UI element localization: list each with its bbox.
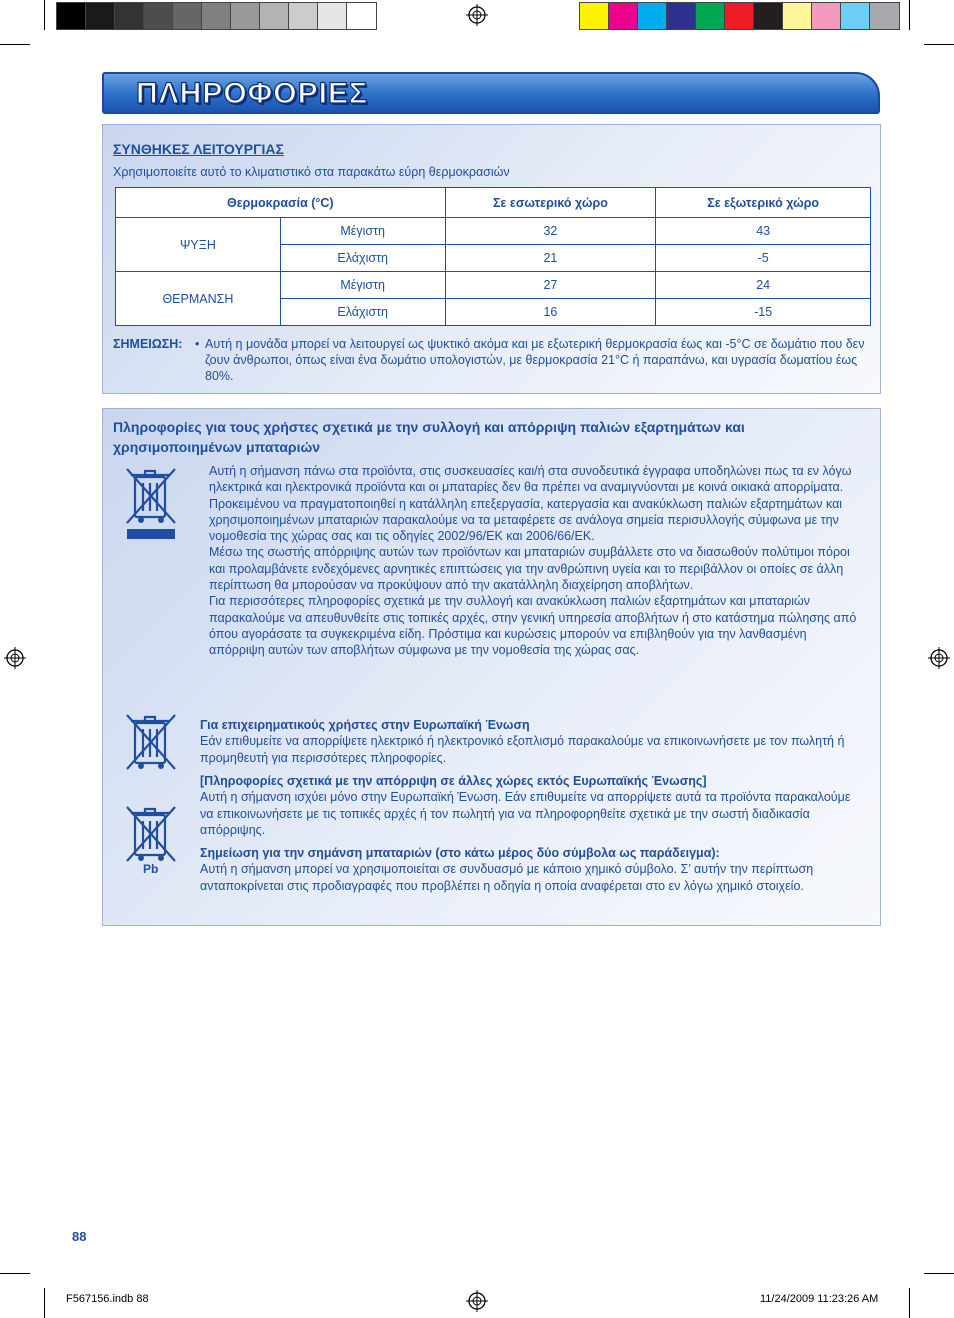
indoor-value: 27	[445, 272, 656, 299]
color-swatch	[260, 3, 289, 29]
crop-mark	[909, 0, 910, 30]
operating-conditions-heading: ΣΥΝΘΗΚΕΣ ΛΕΙΤΟΥΡΓΙΑΣ	[113, 141, 284, 157]
registration-mark-icon	[4, 647, 26, 669]
indoor-value: 16	[445, 299, 656, 326]
color-swatch	[783, 3, 812, 29]
disposal-heading: Πληροφορίες για τους χρήστες σχετικά με την συλλογή και απόρριψη παλιών εξαρτημάτων και χρησιμοποιημένων μπαταριών	[113, 419, 745, 455]
disposal-paragraph: Για περισσότερες πληροφορίες σχετικά με την συλλογή και ανακύκλωση παλιών εξαρτημάτων και μπαταριών παρακαλούμε να απευθυνθείτε στις τοπικές αρχές, στην γενική υπηρεσία αποβλήτων ή στο κατάστημα πώλησης από όπου αγοράσατε τα συγκεκριμένα είδη. Πρόστιμα και κυρώσεις μπορούν να επιβληθούν για την λανθασμένη απόρριψη αυτών των αποβλήτων σύμφωνα με την νομοθεσία της χώρας σας.	[209, 594, 857, 658]
battery-note-text: Αυτή η σήμανση μπορεί να χρησιμοποιείται σε συνδυασμό με κάποιο χημικό σύμβολο. Σ’ αυτήν την περίπτωση ανταποκρίνεται στις προδιαγραφές που προβλέπει η οδηγία η οποία αναφέρεται στο εν λόγω χημικό στοιχείο.	[200, 862, 814, 893]
note-bullet: •	[195, 337, 200, 351]
battery-note-block	[200, 845, 860, 894]
business-users-block	[200, 717, 860, 766]
outdoor-value: 24	[656, 272, 871, 299]
page-title-banner	[102, 72, 880, 114]
row-label: Μέγιστη	[280, 272, 445, 299]
gray-calibration-bar	[56, 2, 377, 30]
indoor-value: 21	[445, 245, 656, 272]
crossed-bin-icon	[123, 463, 179, 539]
color-swatch	[289, 3, 318, 29]
color-swatch	[638, 3, 667, 29]
color-calibration-bar	[579, 2, 900, 30]
color-swatch	[202, 3, 231, 29]
page-title: ΠΛΗΡΟΦΟΡΙΕΣ	[136, 77, 369, 110]
note-text: Αυτή η μονάδα μπορεί να λειτουργεί ως ψυκτικό ακόμα και με εξωτερική θερμοκρασία έως και -5°C σε δωμάτιο που δεν ζουν άνθρωποι, όπως είναι ένα δωμάτιο υπολογιστών, με θερμοκρασία 21°C ή παραπάνω, και υγρασία δωματίου έως 80%.	[205, 337, 865, 383]
color-swatch	[725, 3, 754, 29]
color-swatch	[318, 3, 347, 29]
color-swatch	[667, 3, 696, 29]
non-eu-block	[200, 773, 860, 838]
color-swatch	[754, 3, 783, 29]
outdoor-value: -15	[656, 299, 871, 326]
business-users-text: Εάν επιθυμείτε να απορρίψετε ηλεκτρικό ή ηλεκτρονικό εξοπλισμό παρακαλούμε να επικοινωνήσετε με τον πωλητή ή προμηθευτή για περισσότερες πληροφορίες.	[200, 734, 845, 765]
outdoor-value: -5	[656, 245, 871, 272]
disposal-info-panel	[102, 408, 881, 926]
color-swatch	[870, 3, 899, 29]
operating-conditions-panel	[102, 124, 881, 394]
indoor-value: 32	[445, 218, 656, 245]
table-header: Θερμοκρασία (°C)	[116, 188, 446, 218]
color-swatch	[609, 3, 638, 29]
footer-timestamp: 11/24/2009 11:23:26 AM	[760, 1293, 879, 1305]
color-swatch	[812, 3, 841, 29]
chemical-symbol-label: Pb	[143, 862, 159, 876]
crossed-bin-icon	[123, 709, 179, 771]
footer-filename: F567156.indb 88	[66, 1293, 149, 1305]
crop-mark	[909, 1288, 910, 1318]
row-label: Ελάχιστη	[280, 299, 445, 326]
outdoor-value: 43	[656, 218, 871, 245]
non-eu-text: Αυτή η σήμανση ισχύει μόνο στην Ευρωπαϊκή Ένωση. Εάν επιθυμείτε να απορρίψετε αυτά τα προϊόντα παρακαλούμε να επικοινωνήσετε με τις τοπικές αρχές ή τον πωλητή για να πληροφορηθείτε σχετικά με την σωστή διαδικασία απόρριψης.	[200, 790, 851, 837]
color-swatch	[173, 3, 202, 29]
row-label: Ελάχιστη	[280, 245, 445, 272]
disposal-body	[209, 463, 859, 659]
color-swatch	[580, 3, 609, 29]
crop-mark	[924, 44, 954, 45]
temperature-range-table	[115, 187, 871, 326]
table-row	[116, 272, 871, 299]
table-header-row	[116, 188, 871, 218]
mode-cell: ΘΕΡΜΑΝΣΗ	[116, 272, 281, 326]
crop-mark	[924, 1273, 954, 1274]
registration-mark-icon	[466, 4, 488, 26]
registration-mark-icon	[466, 1290, 488, 1312]
color-swatch	[144, 3, 173, 29]
disposal-paragraph: Αυτή η σήμανση πάνω στα προϊόντα, στις συσκευασίες και/ή στα συνοδευτικά έγγραφα υποδηλώνει πως τα εν λόγω ηλεκτρικά και ηλεκτρονικά προϊόντα και οι μπαταρίες δεν θα πρέπει να αναμιγνύονται με κοινά οικιακά απορρίματα. Προκειμένου να πραγματοποιηθεί η κατάλληλη επεξεργασία, κατεργασία και ανακύκλωση παλιών εξαρτημάτων και χρησιμοποιημένων μπαταριών παρακαλούμε να τα μεταφέρετε σε ανάλογα σημεία περισυλλογής σύμφωνα με την νομοθεσία της χώρας σας και τις οδηγίες 2002/96/ΕΚ και 2006/66/ΕΚ.	[209, 464, 852, 544]
color-swatch	[115, 3, 144, 29]
battery-note-heading: Σημείωση για την σημάνση μπαταριών (στο κάτω μέρος δύο σύμβολα ως παράδειγμα):	[200, 846, 720, 860]
crop-mark	[0, 1273, 30, 1274]
row-label: Μέγιστη	[280, 218, 445, 245]
color-swatch	[347, 3, 376, 29]
mode-cell: ΨΥΞΗ	[116, 218, 281, 272]
table-header: Σε εσωτερικό χώρο	[445, 188, 656, 218]
crossed-bin-icon	[123, 801, 179, 863]
color-swatch	[696, 3, 725, 29]
operating-note	[113, 336, 873, 384]
business-users-heading: Για επιχειρηματικούς χρήστες στην Ευρωπαϊκή Ένωση	[200, 718, 530, 732]
operating-conditions-subtitle: Χρησιμοποιείτε αυτό το κλιματιστικό στα παρακάτω εύρη θερμοκρασιών	[113, 165, 510, 179]
color-swatch	[86, 3, 115, 29]
crop-mark	[44, 1288, 45, 1318]
color-swatch	[841, 3, 870, 29]
page-number: 88	[72, 1229, 87, 1244]
disposal-paragraph: Μέσω της σωστής απόρριψης αυτών των προϊόντων και μπαταριών συμβάλλετε στο να διασωθούν πολύτιμοι πόροι και προλαμβάνετε ενδεχόμενες αρνητικές επιπτώσεις για την ανθρώπινη υγεία και το περιβάλλον οι οποίες σε άλλη περίπτωση θα μπορούσαν να προκύψουν από την ακατάλληλη διαχείρηση αποβλήτων.	[209, 545, 850, 593]
registration-mark-icon	[928, 647, 950, 669]
crop-mark	[0, 44, 30, 45]
color-swatch	[57, 3, 86, 29]
non-eu-heading: [Πληροφορίες σχετικά με την απόρριψη σε άλλες χώρες εκτός Ευρωπαϊκής Ένωσης]	[200, 774, 707, 788]
color-swatch	[231, 3, 260, 29]
table-header: Σε εξωτερικό χώρο	[656, 188, 871, 218]
note-label: ΣΗΜΕΙΩΣΗ:	[113, 337, 183, 351]
crop-mark	[44, 0, 45, 30]
table-row	[116, 218, 871, 245]
